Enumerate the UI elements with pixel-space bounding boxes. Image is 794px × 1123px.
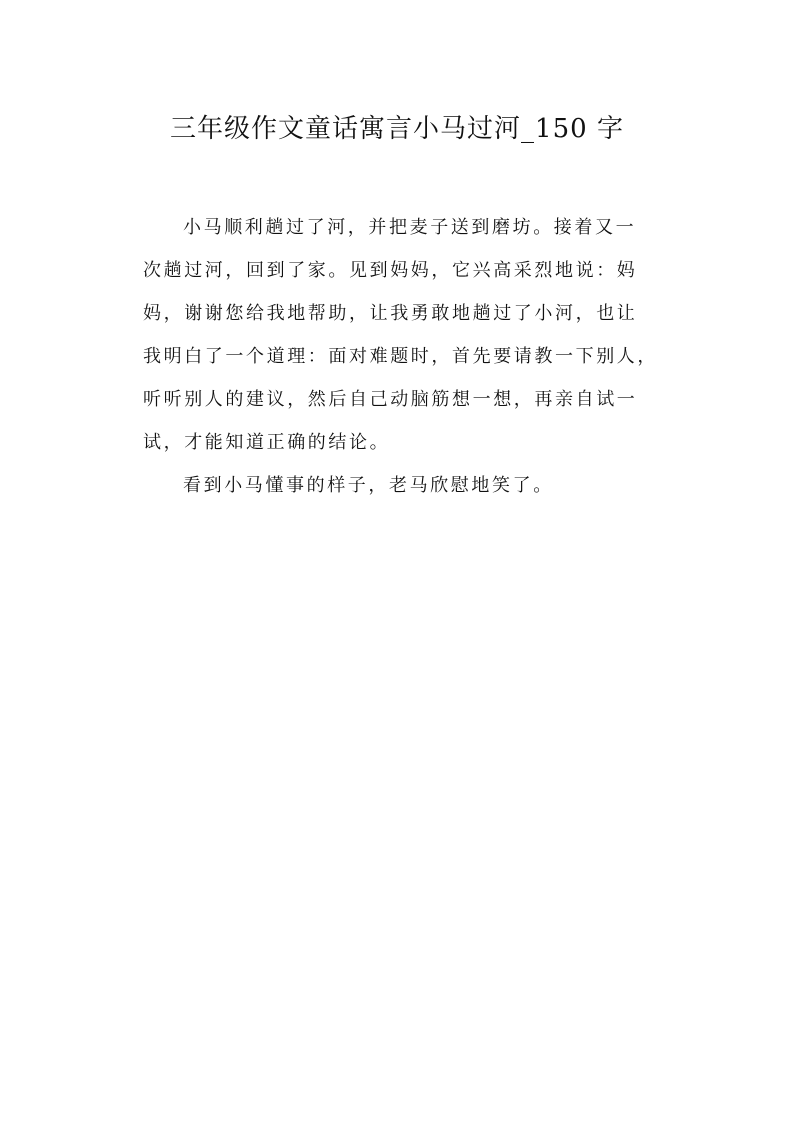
- paragraph-line: 试，才能知道正确的结论。: [143, 432, 391, 453]
- paragraph-line: 听听别人的建议，然后自己动脑筋想一想，再亲自试一: [143, 389, 638, 410]
- document-title: 三年级作文童话寓言小马过河_150 字: [170, 114, 624, 144]
- paragraph-line: 妈，谢谢您给我地帮助，让我勇敢地趟过了小河，也让: [143, 303, 638, 324]
- paragraph-line: 看到小马懂事的样子，老马欣慰地笑了。: [183, 475, 554, 496]
- paragraph-line: 我明白了一个道理：面对难题时，首先要请教一下别人，: [143, 346, 658, 367]
- paragraph-2: [143, 464, 663, 507]
- paragraph-line: 次趟过河，回到了家。见到妈妈，它兴高采烈地说：妈: [143, 260, 638, 281]
- document-body: [143, 206, 663, 507]
- paragraph-line: 小马顺利趟过了河，并把麦子送到磨坊。接着又一: [183, 217, 637, 238]
- paragraph-1: [143, 206, 663, 464]
